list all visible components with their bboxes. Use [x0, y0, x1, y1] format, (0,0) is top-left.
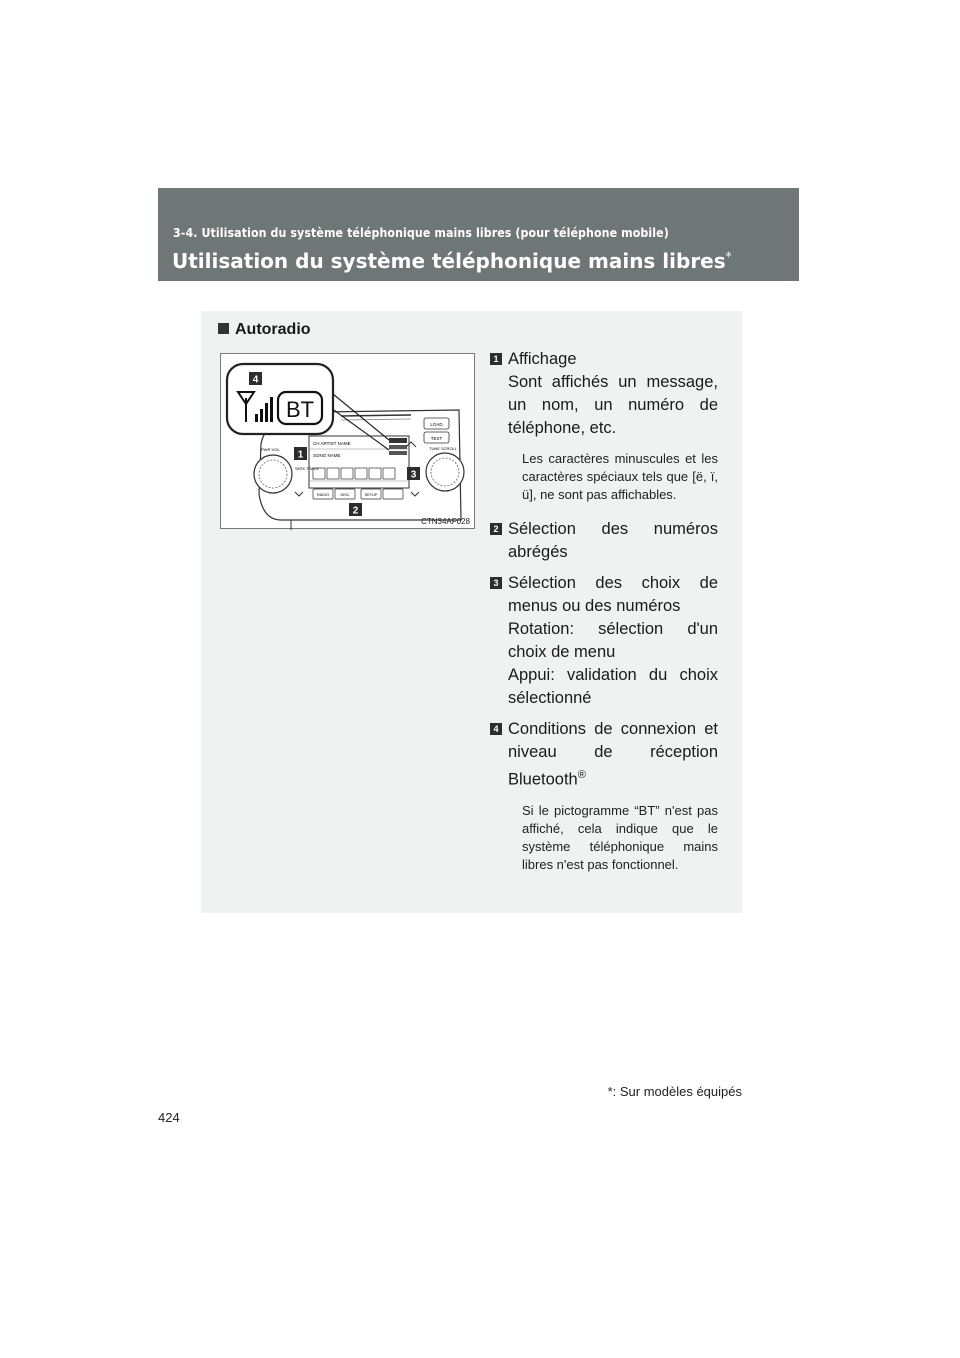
svg-text:2: 2 — [352, 505, 359, 517]
radio-button-label: RADIO — [316, 493, 330, 497]
tune-scroll-label: TUNE SCROLL — [429, 446, 458, 451]
seek-track-label: SEEK TRACK — [295, 467, 319, 471]
item-text: Sélection des choix de menus ou des numéros — [508, 574, 718, 615]
number-badge: 2 — [490, 523, 502, 535]
setup-button-label: SETUP — [364, 493, 378, 497]
footnote — [608, 1084, 742, 1099]
item-text: Sont affichés un message, un nom, un numéro de téléphone, etc. — [508, 373, 718, 437]
item-rotation-text: Rotation: sélection d'un choix de menu — [508, 620, 718, 661]
item-note: Si le pictogramme “BT” n'est pas affiché, cela indique que le système téléphonique mains libres n'est pas fonctionnel. — [522, 802, 718, 872]
sub-heading-text: Autoradio — [235, 321, 311, 338]
list-item-4 — [490, 718, 718, 792]
asterisk-mark: * — [725, 249, 732, 264]
item-text: Conditions de connexion et niveau de réception Bluetooth — [508, 720, 718, 789]
svg-text:1: 1 — [297, 449, 304, 461]
list-item-2 — [490, 518, 718, 564]
square-bullet-icon — [218, 323, 229, 334]
audio-unit-illustration — [221, 354, 476, 530]
figure-code: CTN34AF028 — [421, 517, 470, 526]
disc-button-label: DISC — [340, 493, 350, 497]
pwr-vol-label: PWR·VOL — [261, 447, 280, 452]
tune-scroll-knob — [426, 453, 464, 491]
page-heading-text: Utilisation du système téléphonique mains libres — [172, 249, 726, 273]
item-press-text: Appui: validation du choix sélectionné — [508, 666, 718, 707]
asterisk-mark: * — [607, 1084, 613, 1099]
page-heading — [172, 249, 732, 273]
footnote-text: : Sur modèles équipés — [612, 1084, 742, 1099]
audio-unit-figure — [220, 353, 475, 529]
pwr-vol-knob — [254, 455, 292, 493]
item-note: Les caractères minuscules et les caractères spéciaux tels que [ë, ï, ü], ne sont pas affichables. — [522, 451, 718, 502]
item-title: Affichage — [508, 350, 577, 368]
list-item-1 — [490, 348, 718, 440]
registered-mark: ® — [577, 769, 586, 781]
svg-text:3: 3 — [410, 469, 417, 481]
sub-heading — [218, 321, 311, 339]
svg-text:4: 4 — [252, 374, 259, 386]
number-badge: 3 — [490, 577, 502, 589]
item-list — [490, 348, 718, 874]
section-title: 3-4. Utilisation du système téléphonique mains libres (pour téléphone mobile) — [173, 226, 669, 240]
bt-label: BT — [285, 397, 315, 422]
display-line-1: CH ARTIST NAME — [313, 441, 351, 446]
page-number: 424 — [158, 1110, 180, 1125]
list-item-3 — [490, 572, 718, 710]
item-text: Sélection des numéros abrégés — [508, 520, 718, 561]
number-badge: 1 — [490, 353, 502, 365]
load-button-label: LOAD — [430, 422, 443, 427]
text-button-label: TEXT — [430, 436, 443, 441]
display-line-2: SONG NAME — [313, 453, 341, 458]
number-badge: 4 — [490, 723, 502, 735]
